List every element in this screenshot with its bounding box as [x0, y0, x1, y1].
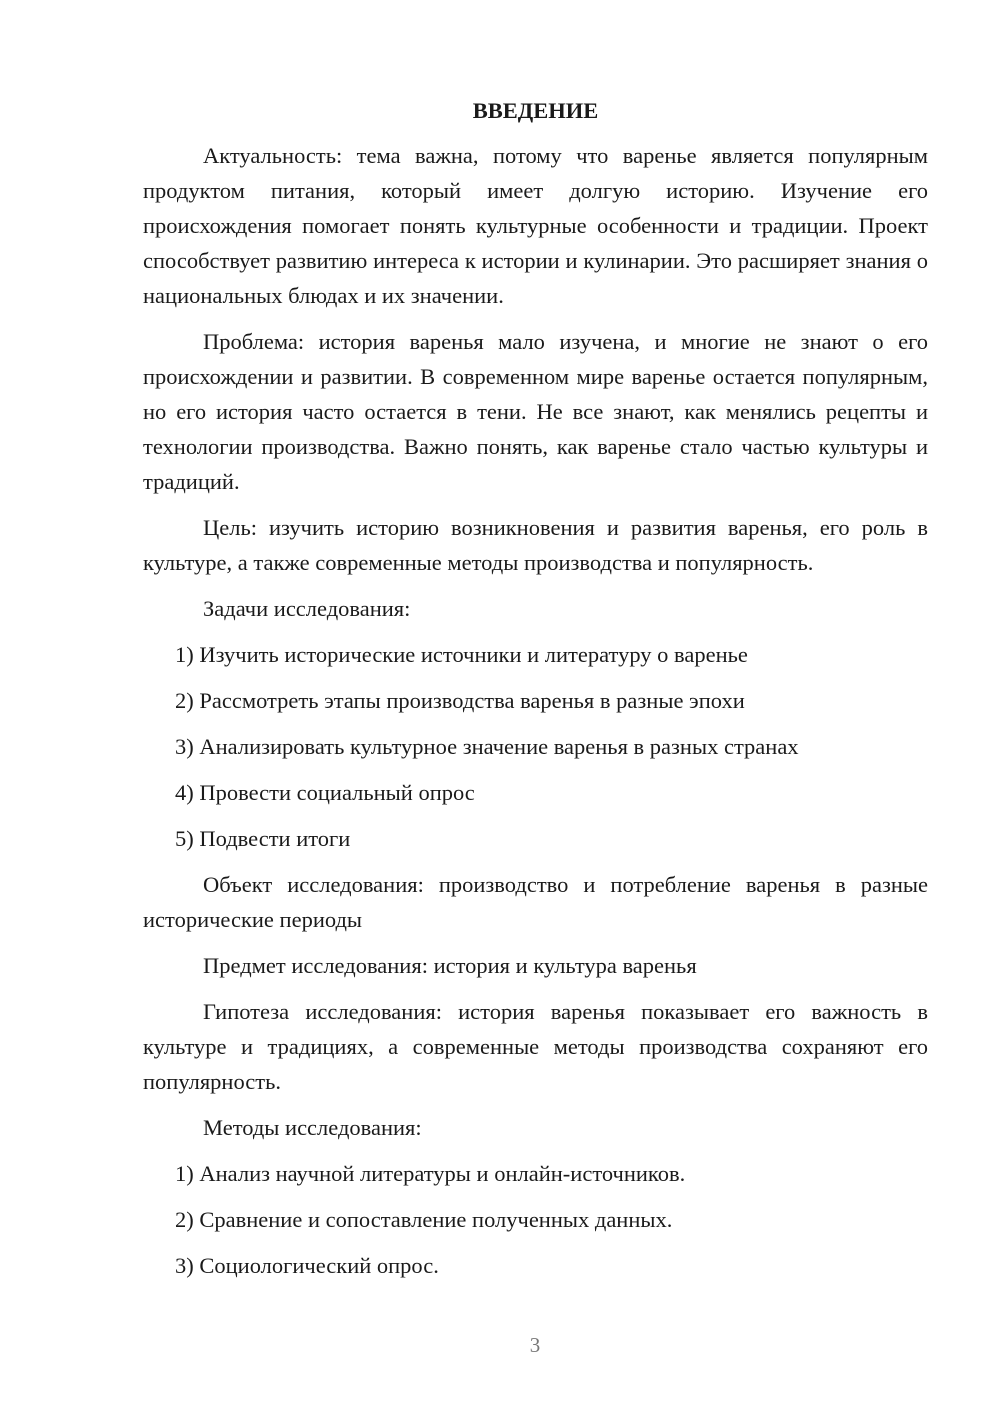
relevance-paragraph: Актуальность: тема важна, потому что варенье является популярным продуктом питания, который имеет долгую историю. Изучение его происхождения помогает понять культурные особенности и традиции. Проект способствует развитию интереса к истории и кулинарии. Это расширяет знания о национальных блюдах и их значении. [143, 143, 928, 308]
method-item: 3) Социологический опрос. [175, 1253, 439, 1278]
task-item: 5) Подвести итоги [175, 826, 351, 851]
task-item: 4) Провести социальный опрос [175, 780, 475, 805]
section-title: ВВЕДЕНИЕ [472, 98, 599, 123]
methods-list [143, 1156, 928, 1283]
subject-paragraph: Предмет исследования: история и культура варенья [203, 953, 697, 978]
problem-paragraph: Проблема: история варенья мало изучена, и многие не знают о его происхождении и развитии. В современном мире варенье остается популярным, но его история часто остается в тени. Не все знают, как менялись рецепты и технологии производства. Важно понять, как варенье стало частью культуры и традиций. [143, 329, 928, 494]
task-item: 1) Изучить исторические источники и литературу о варенье [175, 642, 748, 667]
task-item: 2) Рассмотреть этапы производства варенья в разные эпохи [175, 688, 745, 713]
tasks-heading: Задачи исследования: [203, 596, 411, 621]
document-page [143, 93, 928, 1294]
goal-paragraph: Цель: изучить историю возникновения и развития варенья, его роль в культуре, а также современные методы производства и популярность. [143, 515, 928, 575]
task-item: 3) Анализировать культурное значение варенья в разных странах [175, 734, 799, 759]
methods-heading: Методы исследования: [203, 1115, 422, 1140]
method-item: 2) Сравнение и сопоставление полученных данных. [175, 1207, 673, 1232]
object-paragraph: Объект исследования: производство и потребление варенья в разные исторические периоды [143, 872, 928, 932]
tasks-list [143, 637, 928, 856]
page-number: 3 [529, 1333, 541, 1357]
hypothesis-paragraph: Гипотеза исследования: история варенья показывает его важность в культуре и традициях, а современные методы производства сохраняют его популярность. [143, 999, 928, 1094]
method-item: 1) Анализ научной литературы и онлайн-источников. [175, 1161, 686, 1186]
